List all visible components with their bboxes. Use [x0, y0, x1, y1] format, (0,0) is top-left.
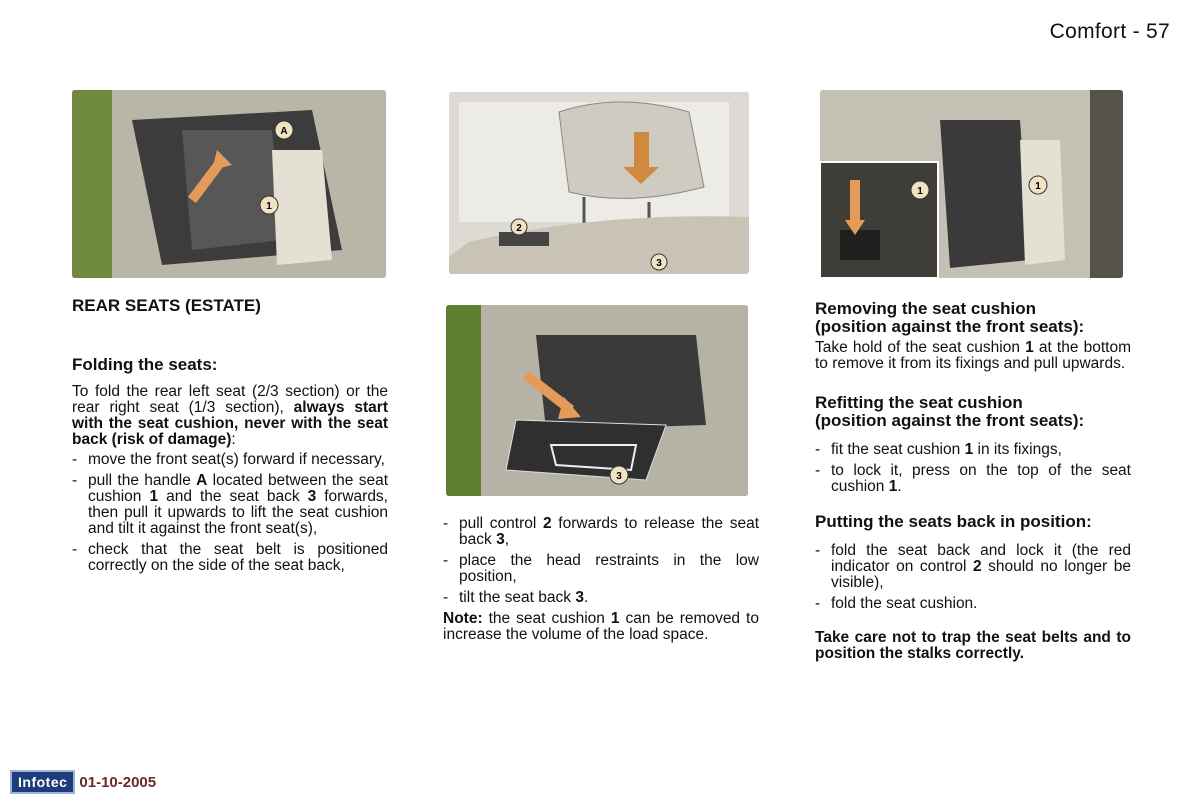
- note-paragraph: [443, 611, 759, 643]
- list-item: [443, 553, 759, 585]
- illustration-head-restraint: [449, 92, 749, 274]
- column-left: [72, 298, 388, 579]
- callout-1-main: 1: [1035, 181, 1041, 192]
- footer-date: 01-10-2005: [79, 773, 157, 791]
- step-ref: 1: [964, 441, 974, 458]
- heading-putting-back: Putting the seats back in position:: [815, 512, 1092, 531]
- warning-note: Take care not to trap the seat belts and to position the stalks correctly.: [815, 629, 1131, 662]
- step-text: tilt the seat back: [459, 589, 576, 606]
- removing-ref: 1: [1025, 339, 1034, 356]
- note-label: Note:: [443, 610, 483, 627]
- illustration-1-drawing: [72, 90, 386, 278]
- list-item: [443, 590, 759, 606]
- step-ref: 2: [972, 558, 982, 575]
- list-item: [815, 463, 1131, 495]
- list-item: [72, 542, 388, 574]
- step-text: fit the seat cushion: [831, 441, 965, 458]
- note-ref: 1: [610, 610, 620, 627]
- page-header: [1050, 20, 1170, 44]
- step-ref: 3: [307, 488, 317, 505]
- step-text: pull control: [459, 515, 543, 532]
- seat-back-steps: [443, 516, 759, 606]
- removing-text-part: at the bottom to remove it from its fixings and pull upwards.: [815, 339, 1131, 372]
- list-item: [72, 452, 388, 468]
- step-text: fold the seat back and lock it (the red indicator on control: [831, 542, 1131, 575]
- step-ref: 1: [149, 488, 159, 505]
- callout-3: 3: [656, 258, 662, 269]
- page-number: 57: [1146, 20, 1170, 43]
- infotec-logo: Infotec: [10, 770, 75, 794]
- heading-refitting-cushion: Refitting the seat cushion (position against the front seats):: [815, 393, 1085, 430]
- step-ref: 3: [496, 531, 505, 548]
- list-item: [72, 473, 388, 537]
- section-title: Comfort: [1049, 20, 1127, 43]
- step-text: located between the seat cushion: [88, 472, 388, 505]
- step-ref: A: [196, 472, 208, 489]
- step-ref: 3: [575, 589, 584, 606]
- list-item: [815, 442, 1131, 458]
- illustration-remove-cushion: [820, 90, 1123, 278]
- callout-1-inset: 1: [917, 186, 923, 197]
- column-middle: [443, 516, 759, 643]
- step-ref: 2: [543, 515, 552, 532]
- step-text: move the front seat(s) forward if necessary,: [88, 451, 385, 468]
- step-text: place the head restraints in the low position,: [459, 552, 759, 585]
- step-text: forwards, then pull it upwards to lift the seat cushion and tilt it against the front seat(s),: [88, 488, 388, 537]
- list-item: [443, 516, 759, 548]
- illustration-2-drawing: [449, 92, 749, 274]
- callout-3: 3: [616, 471, 622, 482]
- callout-1: 1: [266, 201, 272, 212]
- illustration-3-drawing: [820, 90, 1123, 278]
- folding-steps: [72, 452, 388, 574]
- callout-a: A: [280, 126, 288, 137]
- putting-back-steps: [815, 543, 1131, 612]
- step-text: to lock it, press on the top of the seat cushion: [831, 462, 1131, 495]
- heading-folding-seats: Folding the seats:: [72, 355, 218, 374]
- illustration-fold-seat-cushion: [72, 90, 386, 278]
- removing-text: [815, 340, 1131, 372]
- page-footer: [10, 770, 156, 794]
- step-text: in its fixings,: [973, 441, 1062, 458]
- section-heading-rear-seats: REAR SEATS (ESTATE): [72, 296, 261, 315]
- step-text: should no longer be visible),: [831, 558, 1131, 591]
- column-right: [815, 300, 1131, 662]
- step-text: fold the seat cushion.: [831, 595, 978, 612]
- intro-text: To fold the rear left seat (2/3 section) or the rear right seat (1/3 section),: [72, 383, 388, 416]
- refitting-steps: [815, 442, 1131, 495]
- illustration-4-drawing: [446, 305, 748, 496]
- removing-text-part: Take hold of the seat cushion: [815, 339, 1026, 356]
- list-item: [815, 543, 1131, 591]
- list-item: [815, 596, 1131, 612]
- step-text: ,: [504, 531, 509, 548]
- header-separator: -: [1132, 20, 1140, 43]
- step-text: and the seat back: [158, 488, 308, 505]
- callout-2: 2: [516, 223, 522, 234]
- step-text: pull the handle: [88, 472, 197, 489]
- step-text: check that the seat belt is positioned correctly on the side of the seat back,: [88, 541, 388, 574]
- step-text: forwards to release the seat back: [459, 515, 760, 548]
- note-text: the seat cushion: [482, 610, 611, 627]
- folding-intro: [72, 384, 388, 448]
- step-ref: 1: [888, 478, 898, 495]
- step-text: .: [897, 478, 902, 495]
- note-text: can be removed to increase the volume of the load space.: [443, 610, 759, 643]
- intro-end: :: [231, 431, 236, 448]
- illustration-tilt-seat-back: [446, 305, 748, 496]
- step-text: .: [583, 589, 589, 606]
- intro-warning: always start with the seat cushion, never with the seat back (risk of damage): [72, 399, 388, 448]
- heading-removing-cushion: Removing the seat cushion (position against the front seats):: [815, 299, 1085, 336]
